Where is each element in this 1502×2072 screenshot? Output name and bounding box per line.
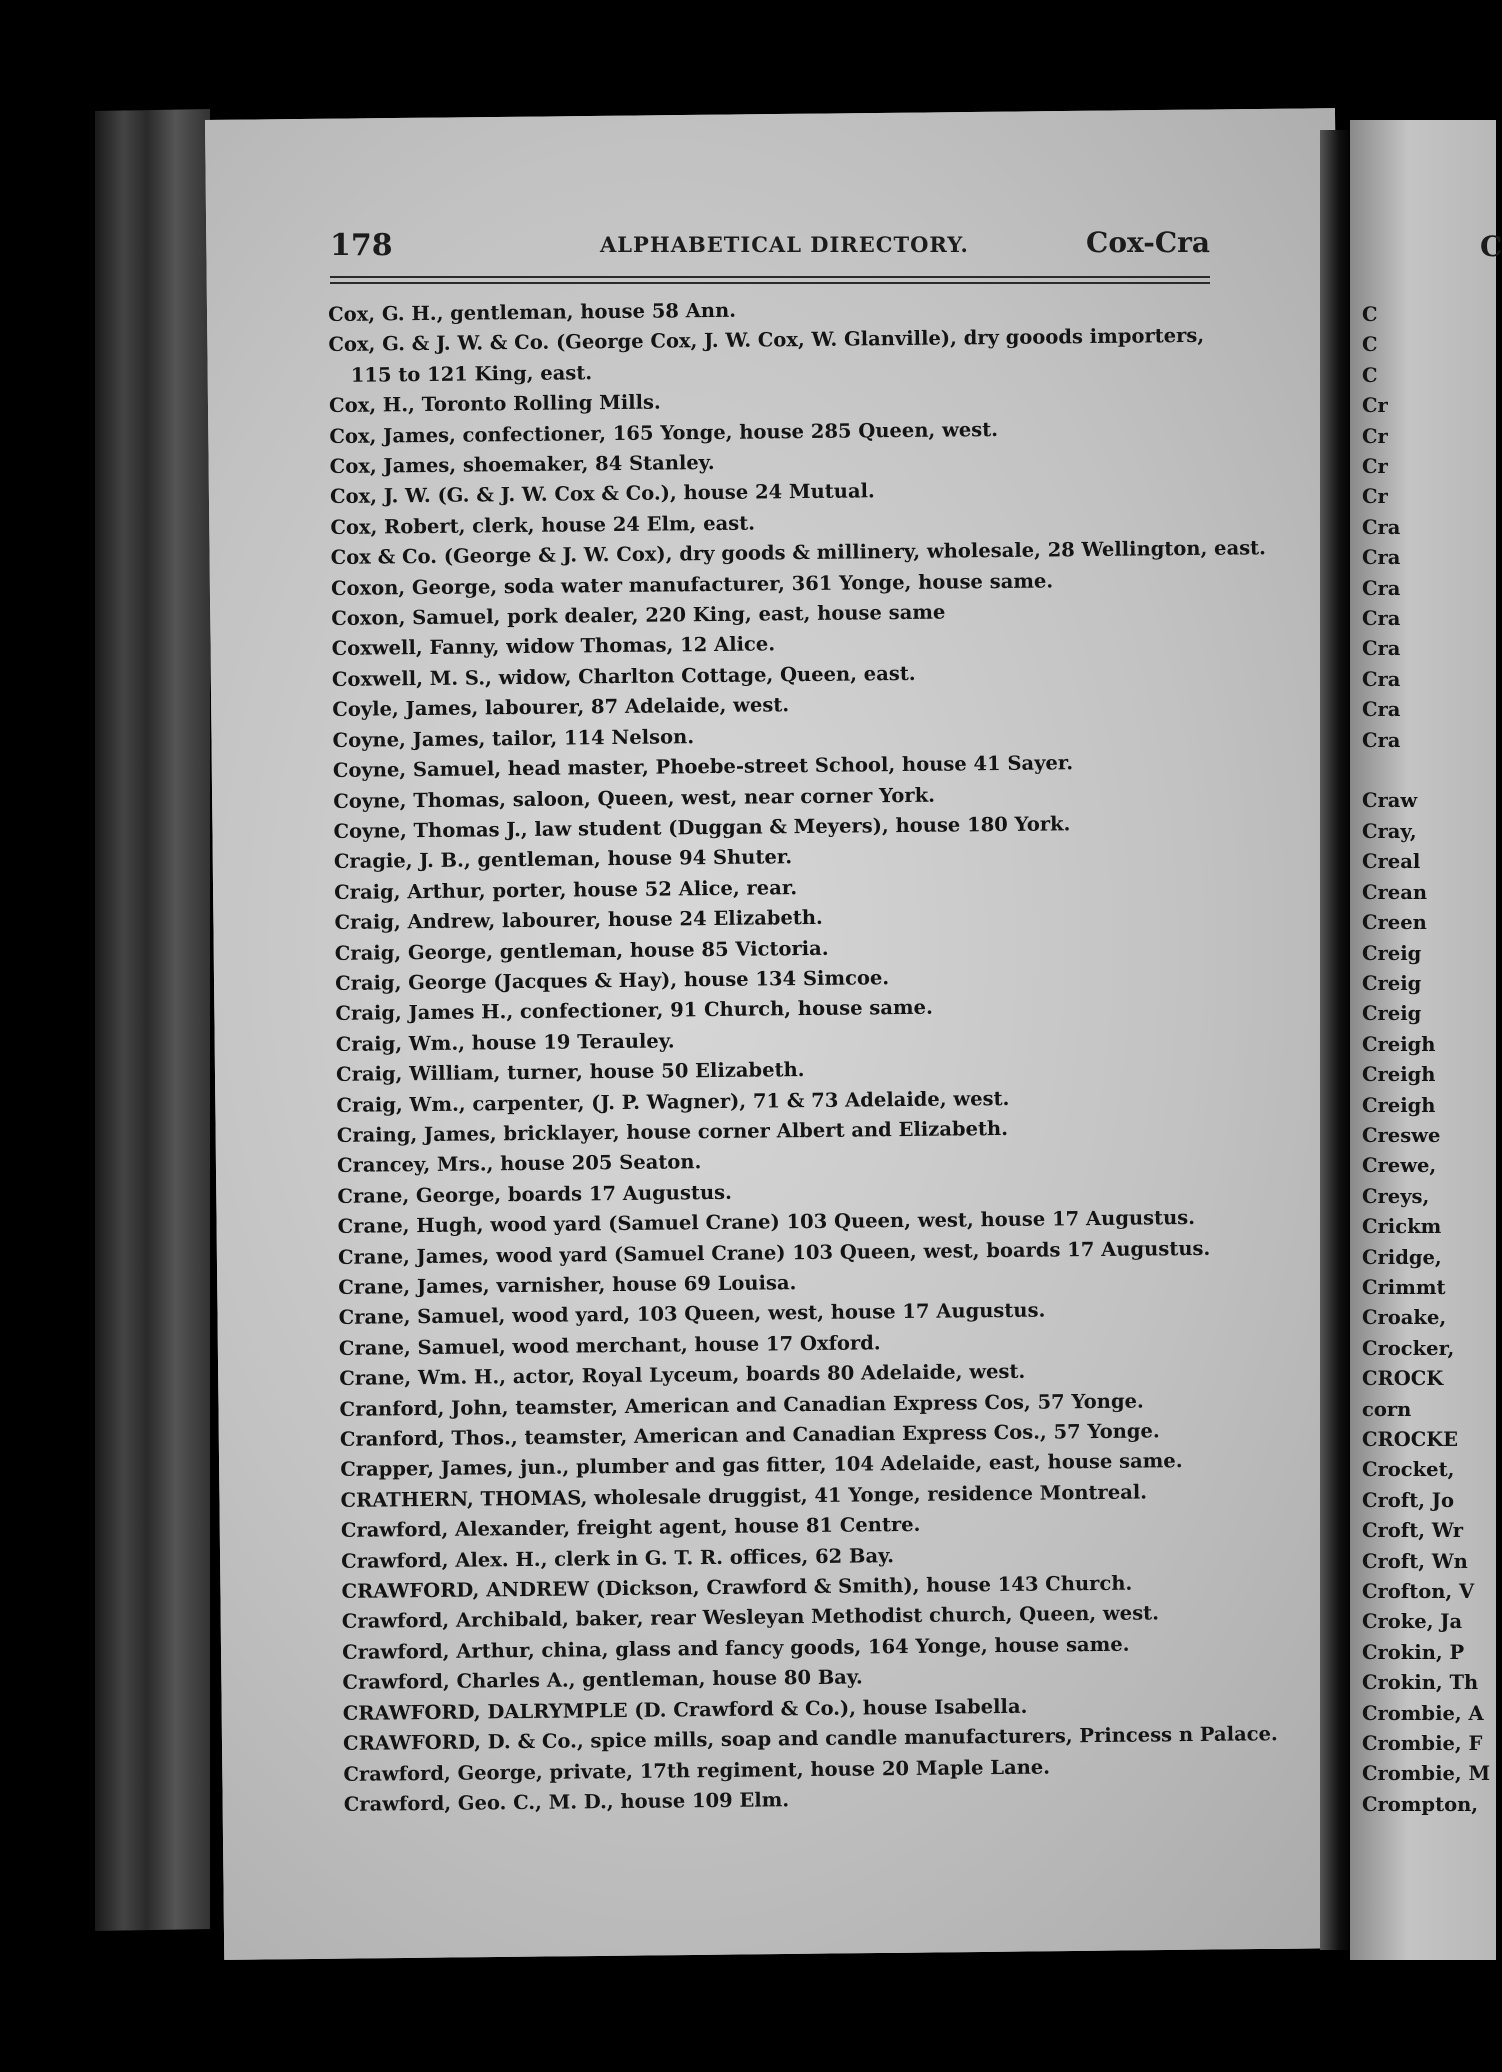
right-page-fragment: Crickm — [1362, 1215, 1442, 1239]
header-rule-top — [330, 276, 1210, 278]
directory-entry: Crapper, James, jun., plumber and gas fitter, 104 Adelaide, east, house same. — [340, 1449, 1183, 1482]
right-page-fragment: C — [1362, 333, 1378, 357]
directory-entry: CRATHERN, THOMAS, wholesale druggist, 41 Yonge, residence Montreal. — [340, 1480, 1148, 1512]
right-page-fragment: Croft, Jo — [1362, 1488, 1455, 1512]
directory-entry: Crane, George, boards 17 Augustus. — [337, 1180, 732, 1208]
right-page-fragment: Creal — [1362, 850, 1421, 874]
right-page-fragment: Creig — [1362, 971, 1422, 995]
directory-entry: Coyne, Thomas, saloon, Queen, west, near corner York. — [333, 783, 936, 813]
right-page-fragment: C — [1362, 303, 1378, 326]
running-title: ALPHABETICAL DIRECTORY. — [600, 232, 969, 257]
page-header — [330, 228, 1210, 268]
right-page-fragment: Cra — [1362, 546, 1401, 570]
directory-entry: Craig, Andrew, labourer, house 24 Elizabeth. — [334, 905, 823, 935]
entry-range: Cox-Cra — [1086, 226, 1210, 259]
directory-entry: Craig, William, turner, house 50 Elizabeth. — [335, 1058, 805, 1087]
right-page-fragment: Croke, Ja — [1362, 1610, 1463, 1634]
directory-entry: Cox, James, confectioner, 165 Yonge, house 285 Queen, west. — [329, 417, 999, 448]
directory-entry: Coxon, George, soda water manufacturer, 361 Yonge, house same. — [330, 569, 1054, 600]
directory-entry: Crawford, Charles A., gentleman, house 80 Bay. — [342, 1665, 863, 1695]
directory-entry: Crane, Samuel, wood yard, 103 Queen, west, house 17 Augustus. — [338, 1298, 1046, 1330]
right-page-fragment: Crocker, — [1362, 1336, 1455, 1360]
directory-entry: Coyne, Samuel, head master, Phoebe-street School, house 41 Sayer. — [332, 751, 1074, 783]
right-page-fragment: Cra — [1362, 576, 1401, 600]
right-page-fragment: Cra — [1362, 515, 1401, 539]
directory-entry: CRAWFORD, ANDREW (Dickson, Crawford & Smith), house 143 Church. — [341, 1571, 1133, 1603]
directory-entry: Cox, G. & J. W. & Co. (George Cox, J. W. Cox, W. Glanville), dry gooods importers, — [328, 324, 1205, 357]
right-page-fragment: C — [1362, 363, 1378, 387]
directory-entry: Craig, George (Jacques & Hay), house 134 Simcoe. — [335, 966, 890, 995]
directory-entry: Coxon, Samuel, pork dealer, 220 King, east, house same — [331, 600, 946, 631]
directory-entry: Crawford, Archibald, baker, rear Wesleyan Methodist church, Queen, west. — [341, 1601, 1160, 1634]
right-page-fragment: Cr — [1362, 455, 1388, 479]
right-page-fragment: Crombie, F — [1362, 1732, 1483, 1756]
directory-entry: Craig, Wm., carpenter, (J. P. Wagner), 71 & 73 Adelaide, west. — [336, 1086, 1010, 1117]
right-page-fragment: Crocket, — [1362, 1458, 1455, 1482]
book-page-edges — [95, 109, 210, 1931]
right-page-fragment: Creswe — [1362, 1123, 1441, 1147]
right-page-fragment: Crombie, M — [1362, 1762, 1491, 1786]
directory-entry: Cranford, Thos., teamster, American and Canadian Express Cos., 57 Yonge. — [339, 1419, 1160, 1451]
directory-entry: Craig, James H., confectioner, 91 Church, house same. — [335, 996, 933, 1026]
header-rule-bottom — [330, 282, 1210, 284]
directory-entry: CRAWFORD, DALRYMPLE (D. Crawford & Co.), house Isabella. — [342, 1694, 1028, 1725]
right-page-fragments — [1362, 300, 1490, 1820]
directory-entry: Cox, G. H., gentleman, house 58 Ann. — [328, 298, 737, 326]
directory-entry: Cox & Co. (George & J. W. Cox), dry goods & millinery, wholesale, 28 Wellington, east. — [330, 536, 1267, 570]
directory-entry: Crane, Hugh, wood yard (Samuel Crane) 103 Queen, west, house 17 Augustus. — [337, 1206, 1196, 1239]
right-page-fragment: Crombie, A — [1362, 1701, 1484, 1725]
directory-entry: Coyne, Thomas J., law student (Duggan & Meyers), house 180 York. — [333, 812, 1071, 843]
directory-entry: Crawford, Geo. C., M. D., house 109 Elm. — [343, 1788, 790, 1816]
directory-entry: Cox, Robert, clerk, house 24 Elm, east. — [330, 511, 756, 539]
right-page-fragment: Cr — [1362, 485, 1388, 509]
directory-entry: Craig, George, gentleman, house 85 Victoria. — [334, 936, 829, 965]
right-page-fragment: Crofton, V — [1362, 1580, 1475, 1604]
right-page-fragment: Creys, — [1362, 1184, 1430, 1208]
right-page-fragment: Creigh — [1362, 1063, 1436, 1087]
right-page-fragment: Croft, Wn — [1362, 1549, 1468, 1573]
right-page-fragment: Crokin, Th — [1362, 1671, 1479, 1695]
directory-entry: Cox, H., Toronto Rolling Mills. — [328, 390, 661, 418]
directory-entry: Coyne, James, tailor, 114 Nelson. — [332, 724, 695, 752]
right-page-fragment — [1362, 756, 1490, 786]
directory-entries — [328, 290, 1278, 1820]
directory-entry: Cox, James, shoemaker, 84 Stanley. — [329, 450, 715, 479]
directory-entry: Cragie, J. B., gentleman, house 94 Shuter. — [333, 845, 793, 874]
right-page-header-fragment: C — [1480, 230, 1502, 263]
directory-entry: Crane, Samuel, wood merchant, house 17 Oxford. — [338, 1331, 881, 1360]
directory-entry: Craig, Wm., house 19 Terauley. — [335, 1029, 675, 1056]
right-page-fragment: Craw — [1362, 789, 1418, 813]
directory-entry: Crawford, George, private, 17th regiment, house 20 Maple Lane. — [343, 1755, 1051, 1786]
right-page-fragment: Cra — [1362, 698, 1401, 722]
directory-entry: Craing, James, bricklayer, house corner Albert and Elizabeth. — [336, 1116, 1009, 1147]
directory-entry: Crawford, Alex. H., clerk in G. T. R. offices, 62 Bay. — [341, 1543, 895, 1573]
right-page-fragment: Creigh — [1362, 1093, 1436, 1117]
right-page-fragment: Crean — [1362, 880, 1428, 904]
right-page-fragment: Creigh — [1362, 1032, 1436, 1056]
book-gutter — [1320, 130, 1352, 1950]
directory-entry: Crawford, Alexander, freight agent, house 81 Centre. — [340, 1513, 921, 1543]
directory-entry: Coxwell, Fanny, widow Thomas, 12 Alice. — [331, 632, 776, 661]
right-page-fragment: Creig — [1362, 941, 1422, 965]
directory-entry: Crane, Wm. H., actor, Royal Lyceum, boards 80 Adelaide, west. — [339, 1359, 1026, 1391]
right-page-fragment: Cr — [1362, 424, 1388, 448]
directory-entry: CRAWFORD, D. & Co., spice mills, soap and candle manufacturers, Princess n Palace. — [342, 1722, 1278, 1756]
directory-entry: Cox, J. W. (G. & J. W. Cox & Co.), house 24 Mutual. — [329, 479, 875, 509]
directory-entry: Coxwell, M. S., widow, Charlton Cottage, Queen, east. — [331, 661, 916, 691]
directory-entry: Crane, James, varnisher, house 69 Louisa. — [338, 1271, 797, 1299]
right-page-fragment: Cra — [1362, 667, 1401, 691]
right-page-fragment: Cra — [1362, 728, 1401, 752]
right-page-fragment: corn — [1362, 1397, 1412, 1421]
right-page-fragment: Cra — [1362, 607, 1401, 631]
right-page-fragment: Croft, Wr — [1362, 1519, 1464, 1543]
right-page-fragment: Crokin, P — [1362, 1640, 1465, 1664]
right-page-fragment: Crimmt — [1362, 1275, 1446, 1299]
right-page-fragment: CROCKE — [1362, 1428, 1459, 1452]
directory-entry: Crancey, Mrs., house 205 Seaton. — [336, 1150, 702, 1178]
directory-entry: Crane, James, wood yard (Samuel Crane) 103 Queen, west, boards 17 Augustus. — [337, 1236, 1211, 1269]
right-page-fragment: Crewe, — [1362, 1154, 1437, 1178]
right-page-fragment: Crompton, — [1362, 1792, 1479, 1816]
right-page-fragment: Croake, — [1362, 1306, 1447, 1330]
right-page-fragment: Cra — [1362, 637, 1401, 661]
right-page-fragment: Creig — [1362, 1002, 1422, 1026]
right-page-fragment: Creen — [1362, 911, 1427, 935]
right-page-fragment: Cray, — [1362, 819, 1417, 843]
right-page-fragment: Cridge, — [1362, 1245, 1442, 1269]
directory-entry: 115 to 121 King, east. — [350, 361, 593, 387]
right-page-fragment: CROCK — [1362, 1367, 1444, 1391]
directory-entry: Crawford, Arthur, china, glass and fancy goods, 164 Yonge, house same. — [342, 1632, 1130, 1664]
page-number: 178 — [330, 228, 393, 263]
right-page-fragment: Cr — [1362, 394, 1388, 418]
directory-entry: Coyle, James, labourer, 87 Adelaide, west. — [332, 693, 790, 722]
directory-entry: Craig, Arthur, porter, house 52 Alice, rear. — [334, 875, 798, 904]
directory-entry: Cranford, John, teamster, American and Canadian Express Cos, 57 Yonge. — [339, 1389, 1144, 1421]
